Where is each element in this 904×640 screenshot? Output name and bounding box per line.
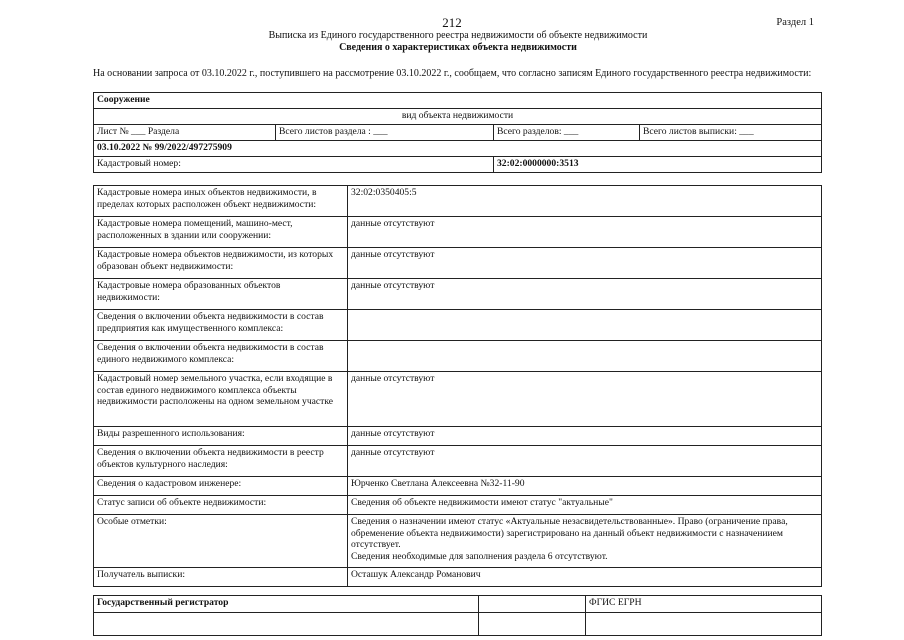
object-type: Сооружение xyxy=(94,93,822,109)
sheets-row xyxy=(94,125,822,141)
table-row xyxy=(94,248,822,279)
row-value: данные отсутствуют xyxy=(348,217,822,248)
sheet-label: Лист № ___ Раздела xyxy=(94,125,276,141)
row-value: данные отсутствуют xyxy=(348,372,822,427)
row-value: данные отсутствуют xyxy=(348,279,822,310)
table-row xyxy=(94,217,822,248)
document-title: Выписка из Единого государственного реестра недвижимости об объекте недвижимости xyxy=(268,30,648,41)
row-label: Сведения о включении объекта недвижимости в реестр объектов культурного наследия: xyxy=(94,446,348,477)
sheets-total: Всего листов выписки: ___ xyxy=(640,125,822,141)
row-value xyxy=(348,310,822,341)
cadastral-label: Кадастровый номер: xyxy=(94,157,494,173)
sections-total: Всего разделов: ___ xyxy=(494,125,640,141)
row-label: Кадастровые номера помещений, машино-мест, расположенных в здании или сооружении: xyxy=(94,217,348,248)
document-subtitle: Сведения о характеристиках объекта недвижимости xyxy=(339,42,577,53)
row-value xyxy=(348,341,822,372)
registrar-row xyxy=(94,596,822,613)
registrar-empty-cell xyxy=(94,613,479,636)
table-row xyxy=(94,279,822,310)
table-row xyxy=(94,310,822,341)
row-value: Юрченко Светлана Алексеевна №32-11-90 xyxy=(348,477,822,496)
section-label: Раздел 1 xyxy=(776,17,814,28)
registrar-table xyxy=(93,595,822,636)
row-label: Сведения о включении объекта недвижимости в состав предприятия как имущественного комплекса: xyxy=(94,310,348,341)
page-number: 212 xyxy=(442,15,462,30)
object-type-row xyxy=(94,93,822,109)
row-value: данные отсутствуют xyxy=(348,248,822,279)
row-label: Кадастровый номер земельного участка, если входящие в состав единого недвижимого комплекса объекты недвижимости расположены на одном земельном участке xyxy=(94,372,348,427)
row-label: Кадастровые номера объектов недвижимости, из которых образован объект недвижимости: xyxy=(94,248,348,279)
registrar-org: ФГИС ЕГРН xyxy=(586,596,822,613)
object-type-caption: вид объекта недвижимости xyxy=(94,109,822,125)
row-label: Статус записи об объекте недвижимости: xyxy=(94,496,348,515)
characteristics-table xyxy=(93,185,822,587)
row-label: Кадастровые номера иных объектов недвижимости, в пределах которых расположен объект недвижимости: xyxy=(94,186,348,217)
object-header-table xyxy=(93,92,822,173)
table-row xyxy=(94,427,822,446)
cadastral-value: 32:02:0000000:3513 xyxy=(494,157,822,173)
table-row xyxy=(94,477,822,496)
special-note-text: Сведения о назначении имеют статус «Актуальные незасвидетельствованные». Право (ограничение права, обременение объекта недвижимости) зарегистрировано на данный объект недвижимости с назначениием отсутствует. xyxy=(351,516,788,550)
row-label: Особые отметки: xyxy=(94,515,348,568)
row-label: Кадастровые номера образованных объектов недвижимости: xyxy=(94,279,348,310)
row-label: Сведения о кадастровом инженере: xyxy=(94,477,348,496)
row-label: Получатель выписки: xyxy=(94,568,348,587)
registrar-row-2 xyxy=(94,613,822,636)
cadastral-row xyxy=(94,157,822,173)
row-value: Осташук Александр Романович xyxy=(348,568,822,587)
table-row xyxy=(94,515,822,568)
basis-text: На основании запроса от 03.10.2022 г., поступившего на рассмотрение 03.10.2022 г., сообщаем, что согласно записям Единого государственного реестра недвижимости: xyxy=(93,68,812,79)
row-value: 32:02:0350405:5 xyxy=(348,186,822,217)
row-label: Сведения о включении объекта недвижимости в состав единого недвижимого комплекса: xyxy=(94,341,348,372)
date-number-row xyxy=(94,141,822,157)
table-row xyxy=(94,186,822,217)
registrar-signature-cell xyxy=(479,596,586,613)
special-note-text-2: Сведения необходимые для заполнения раздела 6 отсутствуют. xyxy=(351,550,608,562)
sheets-in-section: Всего листов раздела : ___ xyxy=(276,125,494,141)
row-value: данные отсутствуют xyxy=(348,446,822,477)
registrar-empty-cell xyxy=(479,613,586,636)
registrar-label: Государственный регистратор xyxy=(94,596,479,613)
table-row xyxy=(94,446,822,477)
date-number: 03.10.2022 № 99/2022/497275909 xyxy=(94,141,822,157)
table-row xyxy=(94,496,822,515)
row-value: данные отсутствуют xyxy=(348,427,822,446)
table-row xyxy=(94,341,822,372)
table-row xyxy=(94,568,822,587)
row-value: Сведения об объекте недвижимости имеют статус "актуальные" xyxy=(348,496,822,515)
row-label: Виды разрешенного использования: xyxy=(94,427,348,446)
object-type-caption-row xyxy=(94,109,822,125)
table-row xyxy=(94,372,822,427)
row-value-special xyxy=(348,515,822,568)
registrar-empty-cell xyxy=(586,613,822,636)
